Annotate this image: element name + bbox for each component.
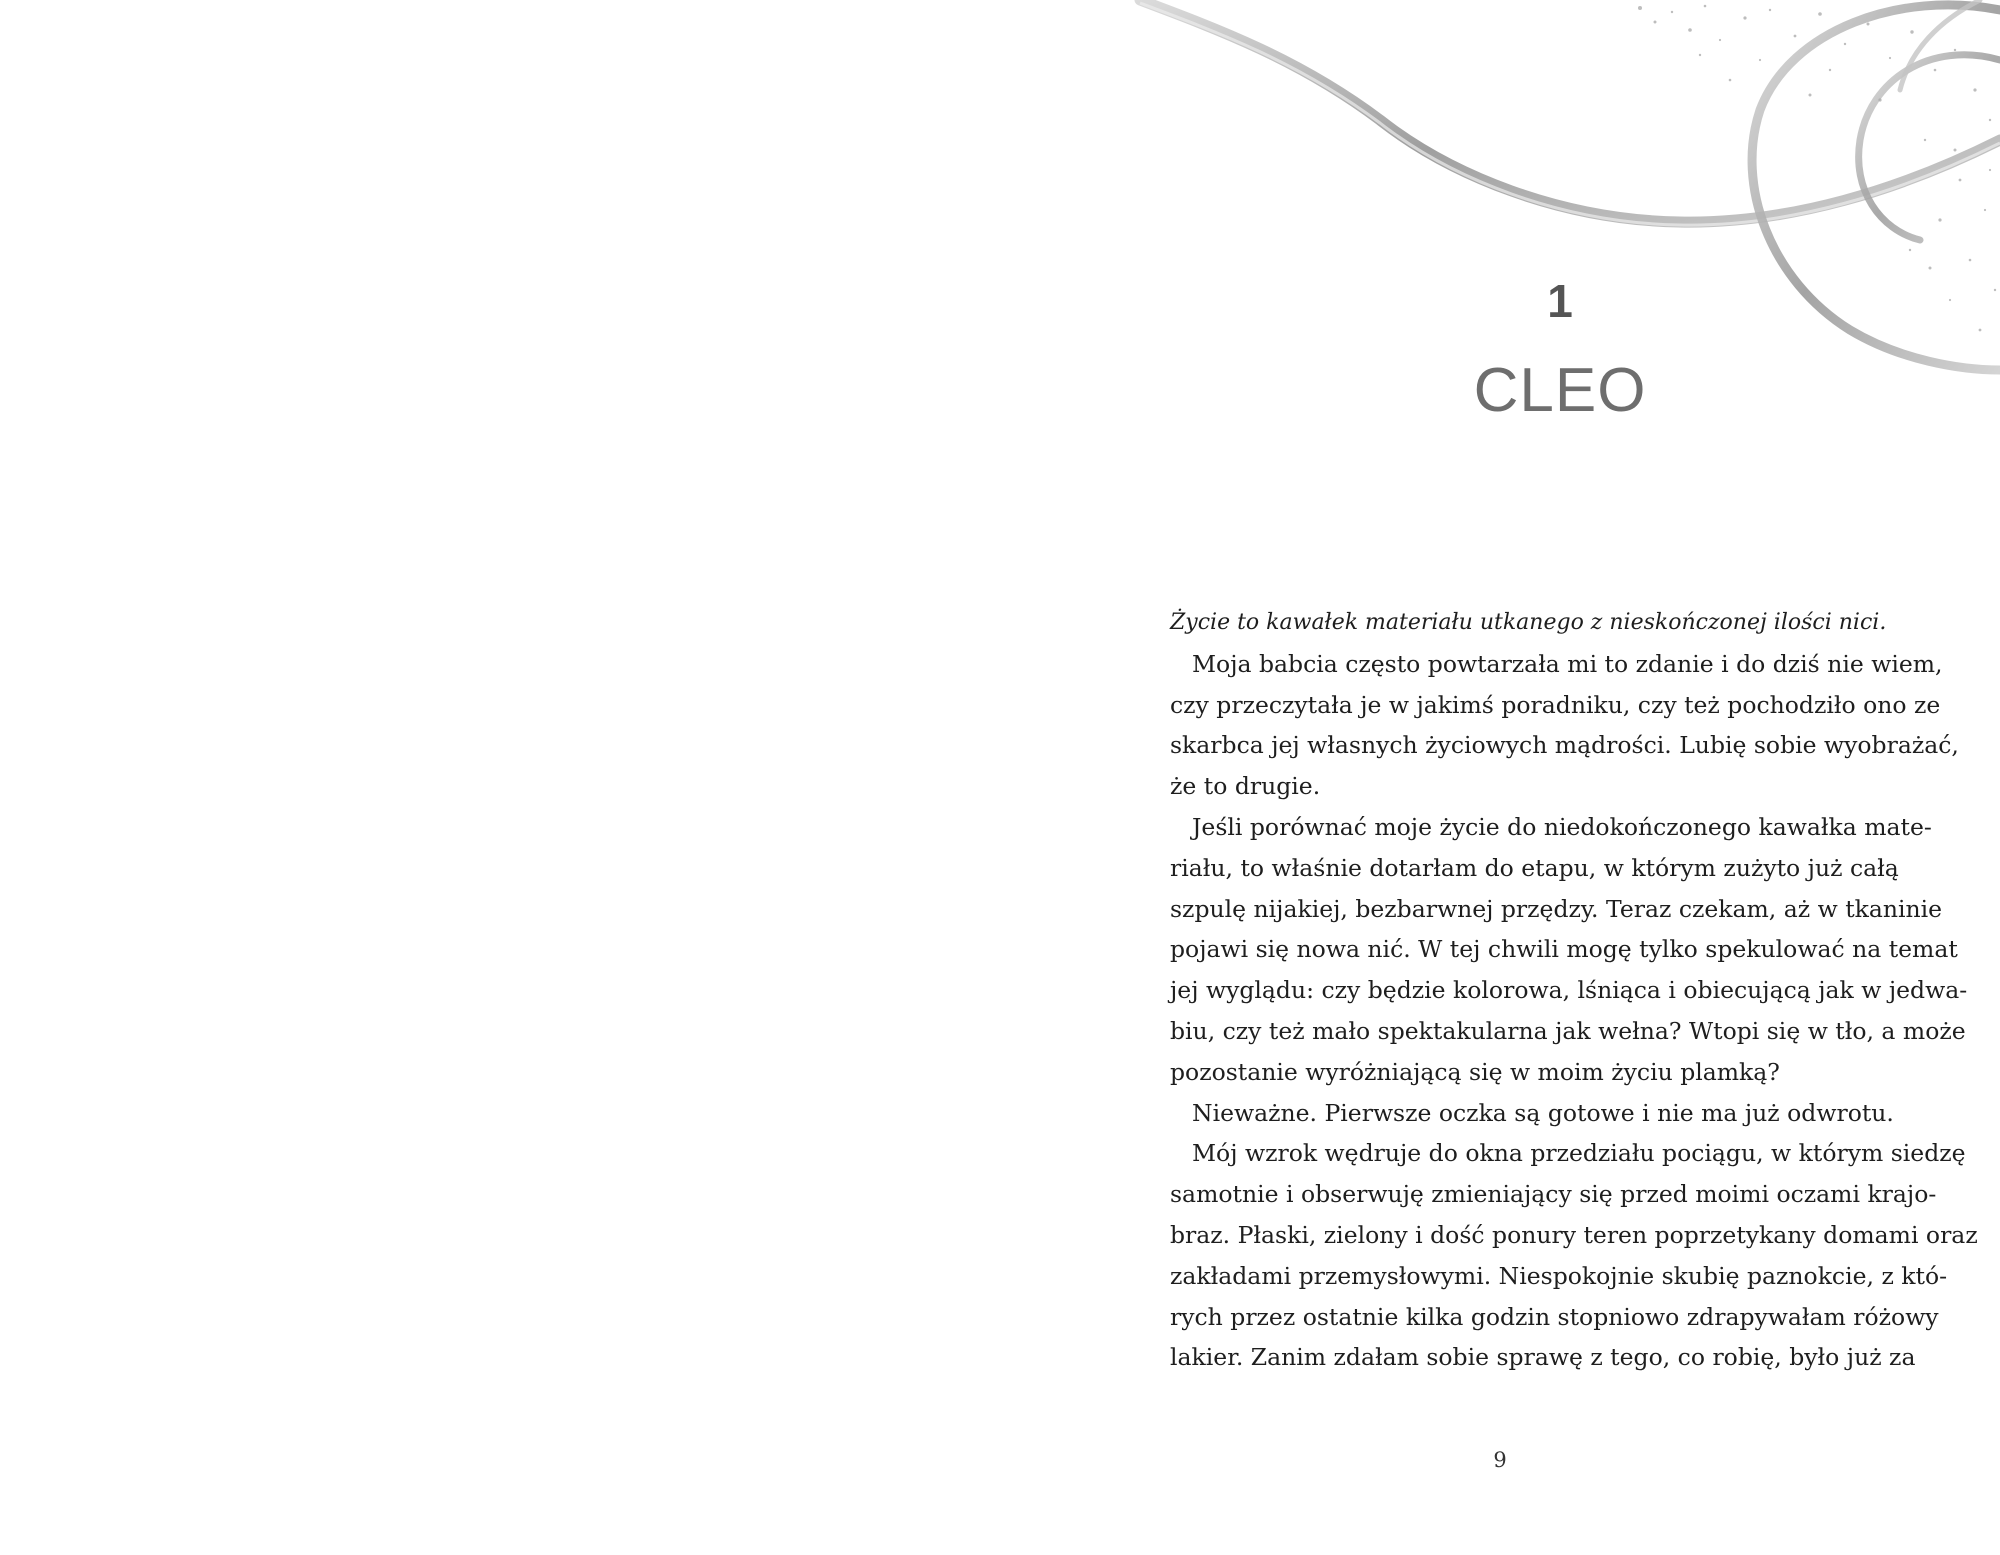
text-line: czy przeczytała je w jakimś poradniku, czy też pochodziło ono ze [1170, 690, 1941, 719]
text-line: zakładami przemysłowymi. Niespokojnie skubię paznokcie, z któ- [1170, 1261, 1948, 1290]
chapter-title: CLEO [1473, 356, 1647, 425]
epigraph-line: Życie to kawałek materiału utkanego z nieskończonej ilości nici. [1170, 610, 1887, 635]
text-line: szpulę nijakiej, bezbarwnej przędzy. Teraz czekam, aż w tkaninie [1170, 894, 1943, 923]
text-line: jej wyglądu: czy będzie kolorowa, lśniąca i obiecującą jak w jedwa- [1170, 976, 1968, 1005]
text-line: rych przez ostatnie kilka godzin stopniowo zdrapywałam różowy [1170, 1302, 1939, 1331]
text-line: samotnie i obserwuję zmieniający się przed moimi oczami krajo- [1170, 1180, 1937, 1209]
text-line: lakier. Zanim zdałam sobie sprawę z tego, co robię, było już za [1170, 1343, 1916, 1372]
text-line: riału, to właśnie dotarłam do etapu, w którym zużyto już całą [1170, 853, 1899, 882]
right-page [1000, 0, 2000, 1555]
text-line: Jeśli porównać moje życie do niedokończonego kawałka mate- [1192, 812, 1932, 841]
page-number: 9 [1493, 1448, 1507, 1472]
text-line: że to drugie. [1170, 772, 1321, 801]
text-line: Nieważne. Pierwsze oczka są gotowe i nie ma już odwrotu. [1192, 1098, 1894, 1127]
text-line: skarbca jej własnych życiowych mądrości. Lubię sobie wyobrażać, [1170, 731, 1959, 760]
text-line: pozostanie wyróżniającą się w moim życiu plamką? [1170, 1057, 1780, 1086]
text-line: pojawi się nowa nić. W tej chwili mogę tylko spekulować na temat [1170, 935, 1958, 964]
chapter-body-text [1170, 603, 1978, 1378]
text-line: Mój wzrok wędruje do okna przedziału pociągu, w którym siedzę [1192, 1139, 1966, 1168]
text-line: Moja babcia często powtarzała mi to zdanie i do dziś nie wiem, [1192, 649, 1943, 678]
text-line: braz. Płaski, zielony i dość ponury teren poprzetykany domami oraz [1170, 1220, 1978, 1249]
chapter-number: 1 [1547, 275, 1573, 327]
text-line: biu, czy też mało spektakularna jak wełna? Wtopi się w tło, a może [1170, 1016, 1966, 1045]
